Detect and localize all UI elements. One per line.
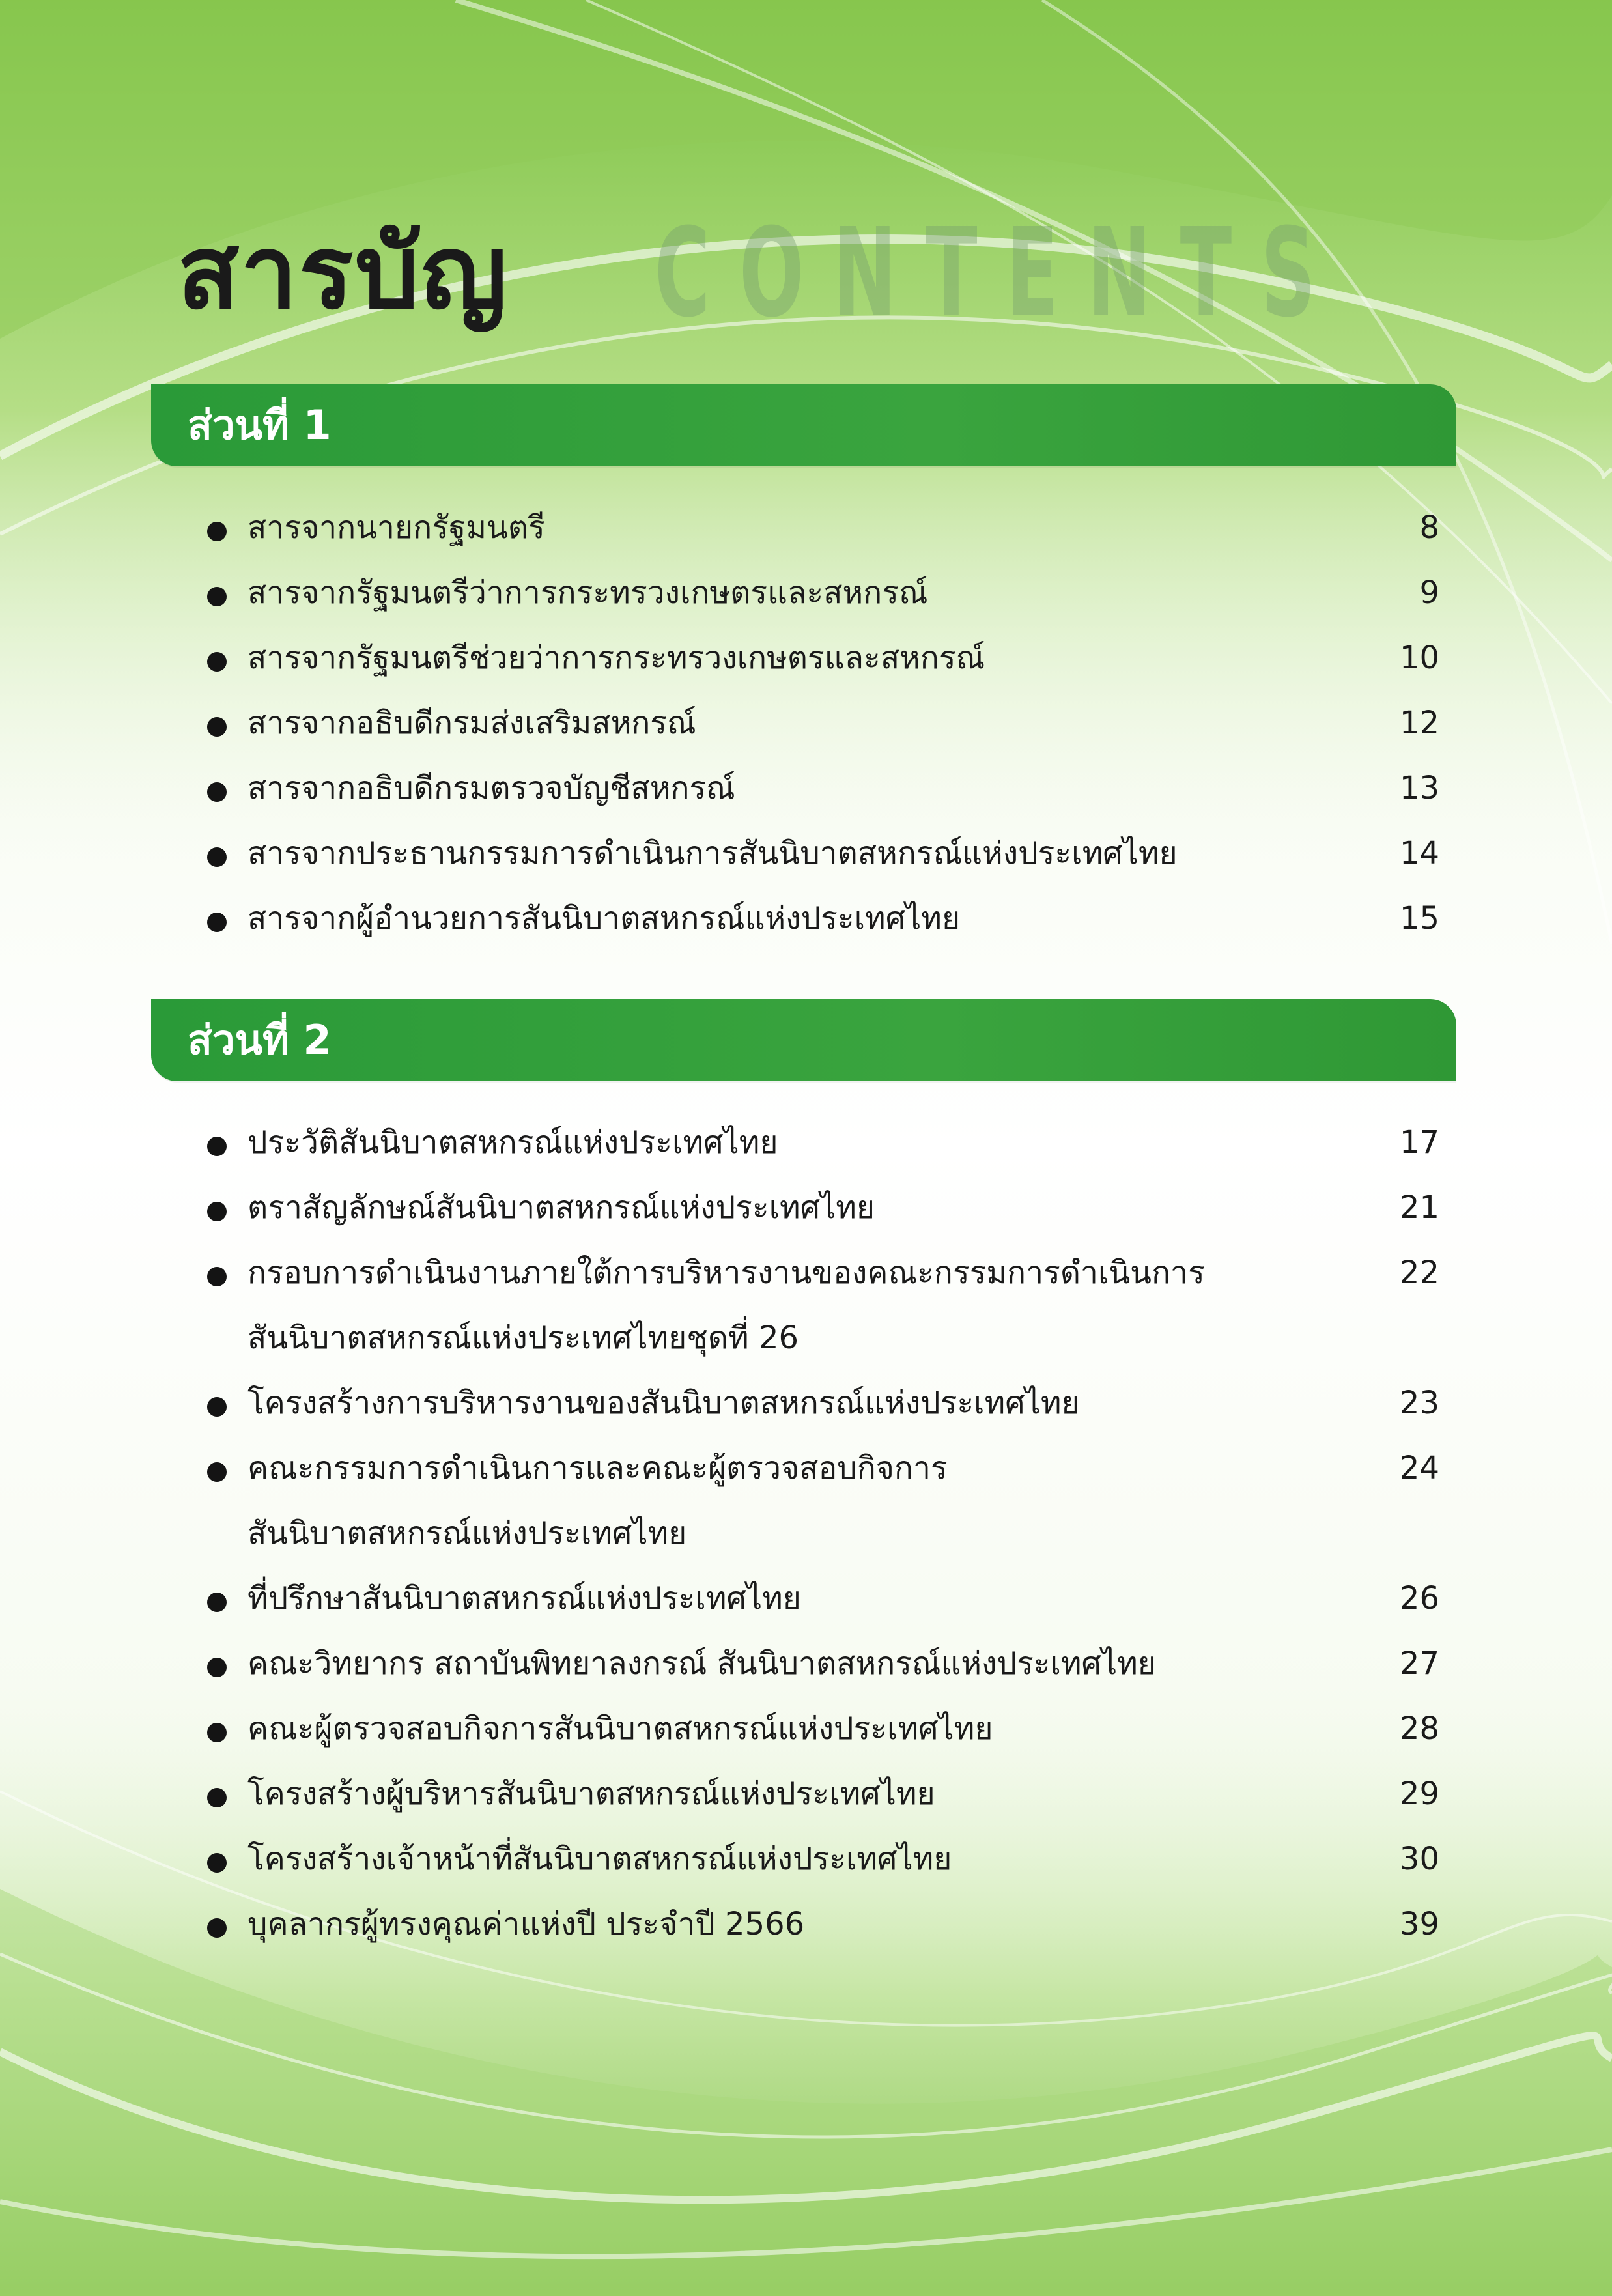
- toc-item-title: สารจากอธิบดีกรมตรวจบัญชีสหกรณ์: [247, 770, 735, 806]
- bullet-icon: [207, 1853, 227, 1873]
- bullet-icon: [207, 1658, 227, 1677]
- toc-item[interactable]: [202, 1112, 1439, 1177]
- toc-item-title: บุคลากรผู้ทรงคุณค่าแห่งปี ประจำปี 2566: [247, 1906, 805, 1942]
- bullet-icon: [207, 717, 227, 737]
- bullet-icon: [207, 652, 227, 672]
- bullet-icon: [207, 782, 227, 802]
- toc-item-title: สารจากอธิบดีกรมส่งเสริมสหกรณ์: [247, 705, 696, 741]
- bullet-icon: [207, 1462, 227, 1482]
- toc-item[interactable]: [202, 562, 1439, 627]
- toc-item-page: 23: [1399, 1385, 1439, 1421]
- toc-item-title: สารจากนายกรัฐมนตรี: [247, 509, 545, 546]
- bullet-icon: [207, 1788, 227, 1807]
- toc-item[interactable]: [202, 888, 1439, 953]
- toc-item[interactable]: [202, 497, 1439, 562]
- toc-item-title-line2: สันนิบาตสหกรณ์แห่งประเทศไทยชุดที่ 26: [247, 1320, 799, 1356]
- toc-item-page: 24: [1399, 1450, 1439, 1486]
- toc-item[interactable]: [202, 627, 1439, 692]
- toc-item[interactable]: [202, 692, 1439, 758]
- toc-item-page: 12: [1399, 705, 1439, 741]
- toc-item-title: สารจากผู้อำนวยการสันนิบาตสหกรณ์แห่งประเทศไทย: [247, 900, 961, 937]
- toc-item-page: 29: [1399, 1776, 1439, 1812]
- toc-item-title: สารจากประธานกรรมการดำเนินการสันนิบาตสหกรณ์แห่งประเทศไทย: [247, 835, 1178, 872]
- toc-item[interactable]: [202, 1763, 1439, 1828]
- toc-item-title: ที่ปรึกษาสันนิบาตสหกรณ์แห่งประเทศไทย: [247, 1580, 801, 1617]
- toc-item-page: 30: [1399, 1841, 1439, 1877]
- toc-item-title: กรอบการดำเนินงานภายใต้การบริหารงานของคณะกรรมการดำเนินการ: [247, 1254, 1205, 1291]
- bullet-icon: [207, 1723, 227, 1742]
- toc-item-title: สารจากรัฐมนตรีช่วยว่าการกระทรวงเกษตรและสหกรณ์: [247, 640, 985, 676]
- page-title: สารบัญ: [177, 213, 509, 332]
- toc-item[interactable]: [202, 758, 1439, 823]
- toc-item[interactable]: [202, 1242, 1439, 1307]
- toc-item[interactable]: [202, 1828, 1439, 1893]
- toc-item[interactable]: [202, 1698, 1439, 1763]
- toc-item-page: 8: [1419, 509, 1439, 546]
- toc-item[interactable]: [202, 1372, 1439, 1438]
- toc-item-continuation[interactable]: [202, 1503, 1439, 1568]
- toc-item-continuation[interactable]: [202, 1307, 1439, 1372]
- toc-item-page: 17: [1399, 1124, 1439, 1161]
- toc-item[interactable]: [202, 1177, 1439, 1242]
- section-1-label: ส่วนที่ 1: [188, 401, 332, 449]
- toc-item[interactable]: [202, 1568, 1439, 1633]
- toc-item-title: ประวัติสันนิบาตสหกรณ์แห่งประเทศไทย: [247, 1124, 778, 1161]
- bullet-icon: [207, 1918, 227, 1938]
- contents-watermark-title: CONTENTS: [655, 202, 1345, 345]
- toc-item-page: 14: [1399, 835, 1439, 872]
- bullet-icon: [207, 1267, 227, 1286]
- toc-item[interactable]: [202, 1633, 1439, 1698]
- toc-item-page: 28: [1399, 1710, 1439, 1747]
- toc-item-page: 39: [1399, 1906, 1439, 1942]
- section-2-label: ส่วนที่ 2: [188, 1016, 332, 1064]
- toc-item-page: 9: [1419, 574, 1439, 611]
- toc-item-title: ตราสัญลักษณ์สันนิบาตสหกรณ์แห่งประเทศไทย: [247, 1189, 875, 1226]
- toc-item[interactable]: [202, 1438, 1439, 1503]
- toc-item-page: 26: [1399, 1580, 1439, 1617]
- toc-item-title: คณะกรรมการดำเนินการและคณะผู้ตรวจสอบกิจการ: [247, 1450, 948, 1486]
- toc-item-title: คณะวิทยากร สถาบันพิทยาลงกรณ์ สันนิบาตสหกรณ์แห่งประเทศไทย: [247, 1645, 1156, 1682]
- toc-item-title: คณะผู้ตรวจสอบกิจการสันนิบาตสหกรณ์แห่งประเทศไทย: [247, 1710, 993, 1747]
- toc-item-title: โครงสร้างผู้บริหารสันนิบาตสหกรณ์แห่งประเทศไทย: [247, 1776, 935, 1812]
- toc-item-page: 22: [1399, 1254, 1439, 1291]
- bullet-icon: [207, 913, 227, 932]
- bullet-icon: [207, 1137, 227, 1156]
- toc-item-title: โครงสร้างการบริหารงานของสันนิบาตสหกรณ์แห่งประเทศไทย: [247, 1385, 1080, 1421]
- section-1-header: [151, 384, 1456, 466]
- toc-item[interactable]: [202, 823, 1439, 888]
- toc-item-page: 15: [1399, 900, 1439, 937]
- bullet-icon: [207, 1593, 227, 1612]
- section-2-header: [151, 999, 1456, 1081]
- toc-item-title: สารจากรัฐมนตรีว่าการกระทรวงเกษตรและสหกรณ์: [247, 574, 928, 611]
- toc-item-page: 13: [1399, 770, 1439, 806]
- bullet-icon: [207, 1397, 227, 1417]
- bullet-icon: [207, 587, 227, 606]
- toc-item-title-line2: สันนิบาตสหกรณ์แห่งประเทศไทย: [247, 1515, 687, 1552]
- toc-item-page: 21: [1399, 1189, 1439, 1226]
- toc-item-page: 10: [1399, 640, 1439, 676]
- bullet-icon: [207, 522, 227, 541]
- bullet-icon: [207, 1202, 227, 1221]
- bullet-icon: [207, 847, 227, 867]
- toc-item[interactable]: [202, 1893, 1439, 1959]
- toc-item-title: โครงสร้างเจ้าหน้าที่สันนิบาตสหกรณ์แห่งประเทศไทย: [247, 1841, 952, 1877]
- toc-item-page: 27: [1399, 1645, 1439, 1682]
